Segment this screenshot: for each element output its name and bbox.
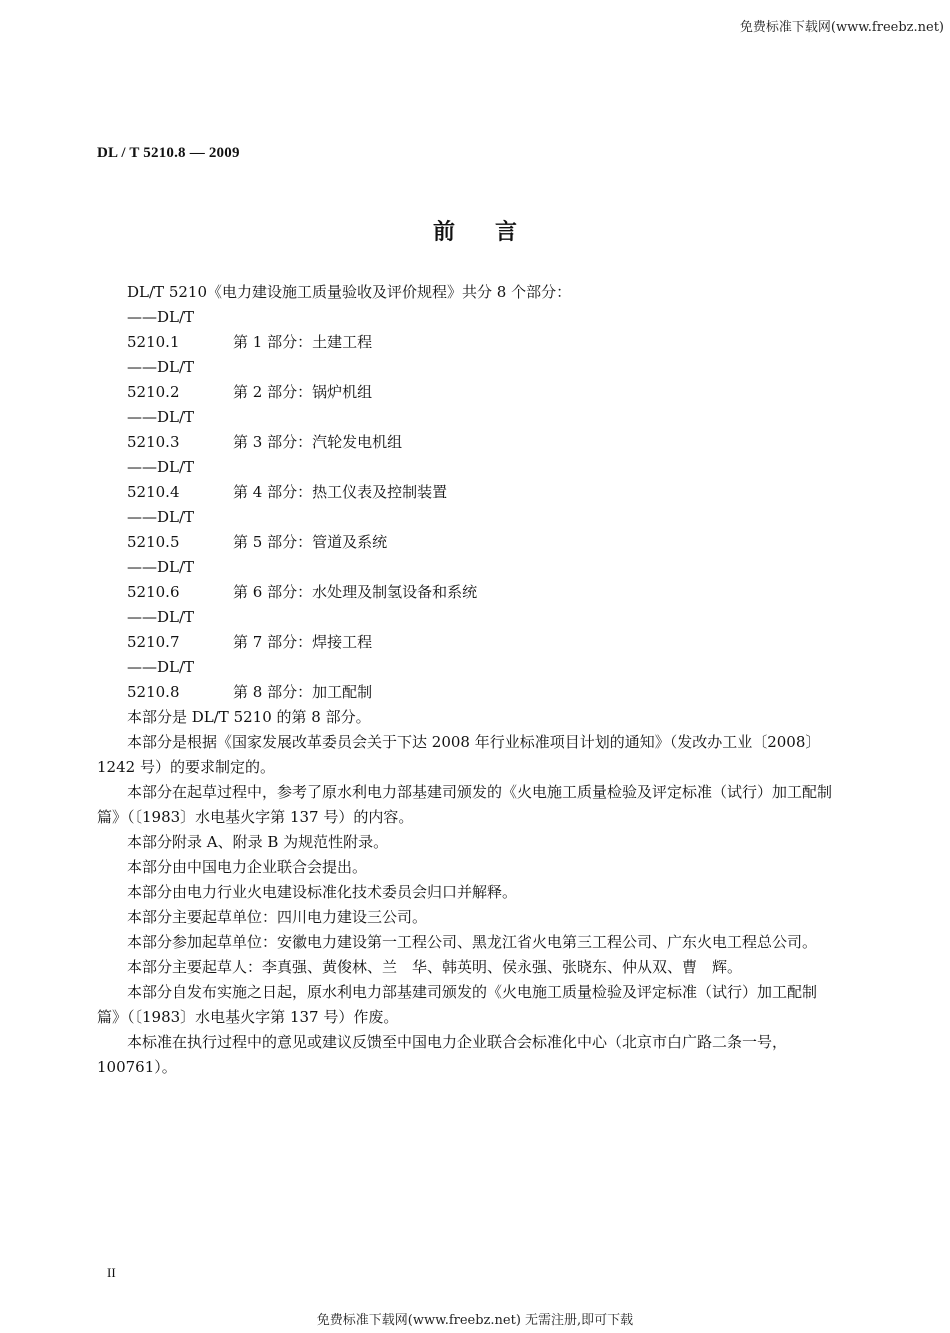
paragraph: 本部分自发布实施之日起，原水利电力部基建司颁发的《火电施工质量检验及评定标准（试行）加工配制篇》（〔1983〕水电基火字第 137 号）作废。 — [97, 983, 818, 1026]
part-code: ——DL/T 5210.5 — [127, 508, 195, 551]
part-name: 第 3 部分：汽轮发电机组 — [233, 433, 403, 451]
paragraph: 本部分主要起草单位：四川电力建设三公司。 — [127, 908, 428, 926]
paragraph: 本部分是根据《国家发展改革委员会关于下达 2008 年行业标准项目计划的通知》（发改办工业〔2008〕1242 号）的要求制定的。 — [97, 733, 821, 776]
part-code: ——DL/T 5210.4 — [127, 458, 195, 501]
part-code: ——DL/T 5210.1 — [127, 308, 195, 351]
watermark-bottom: 免费标准下载网(www.freebz.net) 无需注册,即可下载 — [316, 1313, 634, 1328]
part-code: ——DL/T 5210.3 — [127, 408, 195, 451]
paragraph: 本部分由电力行业火电建设标准化技术委员会归口并解释。 — [127, 883, 518, 901]
paragraph: 本标准在执行过程中的意见或建议反馈至中国电力企业联合会标准化中心（北京市白广路二条一号，100761）。 — [97, 1033, 788, 1076]
part-name: 第 8 部分：加工配制 — [233, 683, 373, 701]
part-item — [97, 555, 847, 605]
watermark-top: 免费标准下载网(www.freebz.net) — [739, 20, 944, 35]
paragraph: 本部分是 DL/T 5210 的第 8 部分。 — [127, 708, 371, 726]
part-item — [97, 455, 847, 505]
part-code: ——DL/T 5210.6 — [127, 558, 195, 601]
part-item — [97, 655, 847, 705]
page-number: II — [107, 1265, 116, 1280]
part-item — [97, 505, 847, 555]
part-item — [97, 605, 847, 655]
paragraph: 本部分在起草过程中，参考了原水利电力部基建司颁发的《火电施工质量检验及评定标准（试行）加工配制篇》（〔1983〕水电基火字第 137 号）的内容。 — [97, 783, 833, 826]
part-name: 第 2 部分：锅炉机组 — [233, 383, 373, 401]
paragraph: 本部分主要起草人：李真强、黄俊林、兰 华、韩英明、侯永强、张晓东、仲从双、曹 辉。 — [127, 958, 743, 976]
intro-text: DL/T 5210《电力建设施工质量验收及评价规程》共分 8 个部分： — [127, 283, 572, 301]
part-name: 第 5 部分：管道及系统 — [233, 533, 388, 551]
part-name: 第 4 部分：热工仪表及控制装置 — [233, 483, 448, 501]
document-body — [97, 280, 847, 1080]
page-title: 前言 — [432, 220, 557, 245]
part-code: ——DL/T 5210.7 — [127, 608, 195, 651]
part-item — [97, 355, 847, 405]
paragraph: 本部分附录 A、附录 B 为规范性附录。 — [127, 833, 389, 851]
standard-code: DL / T 5210.8 — 2009 — [97, 145, 240, 161]
paragraph: 本部分由中国电力企业联合会提出。 — [127, 858, 368, 876]
part-item — [97, 305, 847, 355]
part-item — [97, 405, 847, 455]
part-code: ——DL/T 5210.2 — [127, 358, 195, 401]
part-code: ——DL/T 5210.8 — [127, 658, 195, 701]
paragraph: 本部分参加起草单位：安徽电力建设第一工程公司、黑龙江省火电第三工程公司、广东火电工程总公司。 — [127, 933, 818, 951]
part-name: 第 6 部分：水处理及制氢设备和系统 — [233, 583, 478, 601]
part-name: 第 7 部分：焊接工程 — [233, 633, 373, 651]
part-name: 第 1 部分：土建工程 — [233, 333, 373, 351]
